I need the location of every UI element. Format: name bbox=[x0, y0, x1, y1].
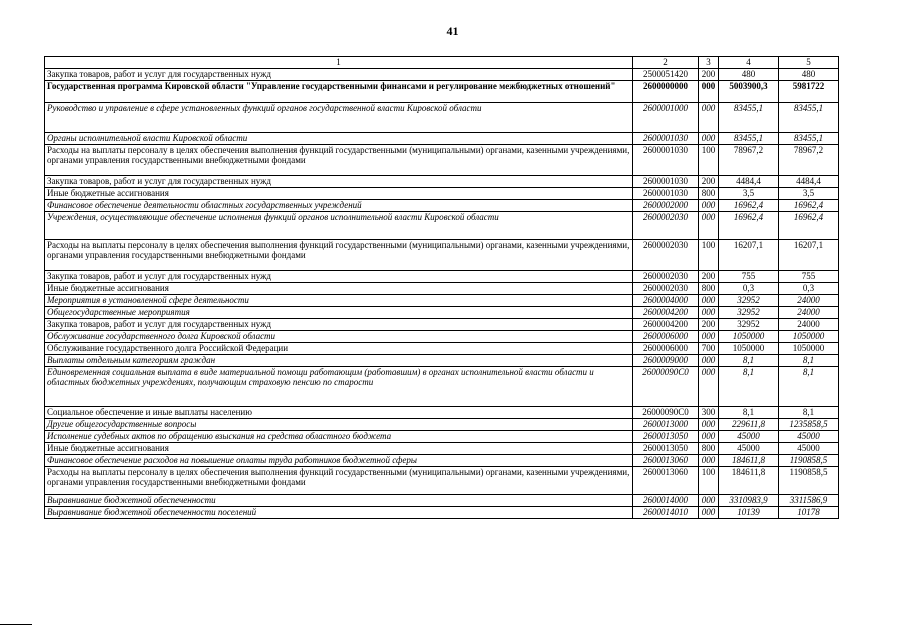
cell-name: Мероприятия в установленной сфере деятельности bbox=[45, 295, 633, 307]
cell-v4: 16962,4 bbox=[719, 212, 779, 240]
cell-v4: 1050000 bbox=[719, 331, 779, 343]
cell-v5: 1050000 bbox=[779, 343, 839, 355]
cell-code: 2600001030 bbox=[633, 145, 699, 176]
cell-v4: 184611,8 bbox=[719, 455, 779, 467]
cell-code: 2600004000 bbox=[633, 295, 699, 307]
cell-code: 2600013060 bbox=[633, 467, 699, 495]
cell-code: 2600013060 bbox=[633, 455, 699, 467]
cell-vr: 000 bbox=[699, 367, 719, 407]
column-header: 5 bbox=[779, 57, 839, 69]
cell-code: 2600014000 bbox=[633, 495, 699, 507]
cell-name: Выплаты отдельным категориям граждан bbox=[45, 355, 633, 367]
cell-code: 26000090С0 bbox=[633, 407, 699, 419]
cell-v5: 8,1 bbox=[779, 355, 839, 367]
cell-code: 2600009000 bbox=[633, 355, 699, 367]
cell-code: 2600014010 bbox=[633, 507, 699, 519]
cell-code: 2600004200 bbox=[633, 319, 699, 331]
cell-v4: 5003900,3 bbox=[719, 81, 779, 103]
table-row bbox=[45, 271, 839, 283]
cell-v4: 3310983,9 bbox=[719, 495, 779, 507]
cell-v5: 16207,1 bbox=[779, 240, 839, 271]
cell-v5: 4484,4 bbox=[779, 176, 839, 188]
cell-v5: 83455,1 bbox=[779, 103, 839, 133]
table-header-row bbox=[45, 57, 839, 69]
cell-vr: 000 bbox=[699, 212, 719, 240]
cell-v5: 45000 bbox=[779, 443, 839, 455]
cell-v5: 78967,2 bbox=[779, 145, 839, 176]
table-row bbox=[45, 319, 839, 331]
cell-vr: 100 bbox=[699, 145, 719, 176]
cell-name: Расходы на выплаты персоналу в целях обеспечения выполнения функций государственными (муниципальными) органами, казенными учреждениями, органами управления государственными внебюджетными фондами bbox=[45, 467, 633, 495]
cell-vr: 700 bbox=[699, 343, 719, 355]
cell-vr: 000 bbox=[699, 133, 719, 145]
cell-v4: 45000 bbox=[719, 443, 779, 455]
table-row bbox=[45, 467, 839, 495]
cell-vr: 000 bbox=[699, 455, 719, 467]
cell-code: 2600013000 bbox=[633, 419, 699, 431]
cell-name: Расходы на выплаты персоналу в целях обеспечения выполнения функций государственными (муниципальными) органами, казенными учреждениями, органами управления государственными внебюджетными фондами bbox=[45, 145, 633, 176]
cell-vr: 000 bbox=[699, 295, 719, 307]
cell-name: Органы исполнительной власти Кировской области bbox=[45, 133, 633, 145]
cell-v4: 32952 bbox=[719, 295, 779, 307]
cell-vr: 300 bbox=[699, 407, 719, 419]
cell-v4: 8,1 bbox=[719, 355, 779, 367]
cell-v5: 5981722 bbox=[779, 81, 839, 103]
cell-name: Финансовое обеспечение расходов на повышение оплаты труда работников бюджетной сферы bbox=[45, 455, 633, 467]
table-row bbox=[45, 495, 839, 507]
cell-name: Государственная программа Кировской области "Управление государственными финансами и регулирование межбюджетных отношений" bbox=[45, 81, 633, 103]
cell-v5: 16962,4 bbox=[779, 212, 839, 240]
cell-v4: 32952 bbox=[719, 307, 779, 319]
page-number: 41 bbox=[446, 24, 459, 38]
table-row bbox=[45, 355, 839, 367]
cell-vr: 100 bbox=[699, 240, 719, 271]
cell-v4: 229611,8 bbox=[719, 419, 779, 431]
cell-code: 2600006000 bbox=[633, 343, 699, 355]
cell-v4: 16962,4 bbox=[719, 200, 779, 212]
cell-v4: 16207,1 bbox=[719, 240, 779, 271]
table-row bbox=[45, 188, 839, 200]
cell-v4: 10139 bbox=[719, 507, 779, 519]
cell-vr: 000 bbox=[699, 419, 719, 431]
cell-code: 2600002000 bbox=[633, 200, 699, 212]
column-header: 1 bbox=[45, 57, 633, 69]
cell-v4: 83455,1 bbox=[719, 103, 779, 133]
cell-v4: 755 bbox=[719, 271, 779, 283]
cell-code: 2600001000 bbox=[633, 103, 699, 133]
cell-vr: 000 bbox=[699, 331, 719, 343]
table-row bbox=[45, 283, 839, 295]
budget-table bbox=[44, 56, 839, 519]
cell-v4: 45000 bbox=[719, 431, 779, 443]
cell-v4: 8,1 bbox=[719, 407, 779, 419]
cell-v5: 8,1 bbox=[779, 407, 839, 419]
cell-v4: 0,3 bbox=[719, 283, 779, 295]
cell-code: 2600002030 bbox=[633, 271, 699, 283]
cell-name: Исполнение судебных актов по обращению взыскания на средства областного бюджета bbox=[45, 431, 633, 443]
cell-v5: 1190858,5 bbox=[779, 467, 839, 495]
cell-name: Социальное обеспечение и иные выплаты населению bbox=[45, 407, 633, 419]
cell-vr: 800 bbox=[699, 443, 719, 455]
cell-code: 2600013050 bbox=[633, 443, 699, 455]
table-row bbox=[45, 455, 839, 467]
cell-name: Иные бюджетные ассигнования bbox=[45, 443, 633, 455]
cell-vr: 000 bbox=[699, 355, 719, 367]
cell-name: Закупка товаров, работ и услуг для государственных нужд bbox=[45, 319, 633, 331]
cell-vr: 200 bbox=[699, 69, 719, 81]
cell-v5: 45000 bbox=[779, 431, 839, 443]
cell-v5: 3,5 bbox=[779, 188, 839, 200]
cell-v5: 24000 bbox=[779, 319, 839, 331]
table-body bbox=[45, 69, 839, 519]
cell-v5: 10178 bbox=[779, 507, 839, 519]
table-row bbox=[45, 507, 839, 519]
cell-code: 2600002030 bbox=[633, 240, 699, 271]
column-header: 3 bbox=[699, 57, 719, 69]
cell-vr: 000 bbox=[699, 431, 719, 443]
cell-v5: 755 bbox=[779, 271, 839, 283]
table-row bbox=[45, 431, 839, 443]
cell-name: Расходы на выплаты персоналу в целях обеспечения выполнения функций государственными (муниципальными) органами, казенными учреждениями, органами управления государственными внебюджетными фондами bbox=[45, 240, 633, 271]
cell-name: Выравнивание бюджетной обеспеченности bbox=[45, 495, 633, 507]
column-header: 4 bbox=[719, 57, 779, 69]
cell-v5: 1190858,5 bbox=[779, 455, 839, 467]
cell-code: 2600006000 bbox=[633, 331, 699, 343]
cell-v4: 8,1 bbox=[719, 367, 779, 407]
footnote-divider bbox=[0, 624, 32, 625]
cell-name: Общегосударственные мероприятия bbox=[45, 307, 633, 319]
cell-name: Выравнивание бюджетной обеспеченности поселений bbox=[45, 507, 633, 519]
cell-name: Учреждения, осуществляющие обеспечение исполнения функций органов исполнительной власти Кировской области bbox=[45, 212, 633, 240]
cell-code: 2600001030 bbox=[633, 188, 699, 200]
cell-name: Закупка товаров, работ и услуг для государственных нужд bbox=[45, 271, 633, 283]
table-row bbox=[45, 307, 839, 319]
cell-name: Единовременная социальная выплата в виде материальной помощи работающим (работавшим) в органах исполнительной власти области и областных бюджетных учреждениях, получающим страховую пенсию по старости bbox=[45, 367, 633, 407]
cell-v4: 78967,2 bbox=[719, 145, 779, 176]
table-row bbox=[45, 69, 839, 81]
cell-v4: 32952 bbox=[719, 319, 779, 331]
table-row bbox=[45, 443, 839, 455]
table-row bbox=[45, 176, 839, 188]
cell-name: Финансовое обеспечение деятельности областных государственных учреждений bbox=[45, 200, 633, 212]
cell-v5: 24000 bbox=[779, 295, 839, 307]
cell-v5: 0,3 bbox=[779, 283, 839, 295]
cell-code: 2600001030 bbox=[633, 133, 699, 145]
cell-v4: 184611,8 bbox=[719, 467, 779, 495]
cell-code: 2600013050 bbox=[633, 431, 699, 443]
cell-name: Закупка товаров, работ и услуг для государственных нужд bbox=[45, 69, 633, 81]
table-row bbox=[45, 145, 839, 176]
cell-code: 2600001030 bbox=[633, 176, 699, 188]
cell-v4: 83455,1 bbox=[719, 133, 779, 145]
cell-code: 2600000000 bbox=[633, 81, 699, 103]
column-header: 2 bbox=[633, 57, 699, 69]
table-row bbox=[45, 331, 839, 343]
cell-name: Иные бюджетные ассигнования bbox=[45, 283, 633, 295]
cell-v4: 480 bbox=[719, 69, 779, 81]
cell-name: Обслуживание государственного долга Кировской области bbox=[45, 331, 633, 343]
cell-vr: 200 bbox=[699, 319, 719, 331]
table-row bbox=[45, 81, 839, 103]
table-row bbox=[45, 212, 839, 240]
table-row bbox=[45, 200, 839, 212]
cell-vr: 000 bbox=[699, 495, 719, 507]
cell-name: Закупка товаров, работ и услуг для государственных нужд bbox=[45, 176, 633, 188]
cell-name: Иные бюджетные ассигнования bbox=[45, 188, 633, 200]
cell-v5: 83455,1 bbox=[779, 133, 839, 145]
cell-vr: 800 bbox=[699, 188, 719, 200]
cell-vr: 000 bbox=[699, 200, 719, 212]
cell-v4: 4484,4 bbox=[719, 176, 779, 188]
cell-v5: 3311586,9 bbox=[779, 495, 839, 507]
cell-code: 2600002030 bbox=[633, 212, 699, 240]
cell-vr: 000 bbox=[699, 307, 719, 319]
cell-vr: 000 bbox=[699, 507, 719, 519]
cell-name: Руководство и управление в сфере установленных функций органов государственной власти Кировской области bbox=[45, 103, 633, 133]
cell-v5: 1235858,5 bbox=[779, 419, 839, 431]
cell-v5: 16962,4 bbox=[779, 200, 839, 212]
cell-vr: 200 bbox=[699, 271, 719, 283]
cell-v4: 1050000 bbox=[719, 343, 779, 355]
cell-vr: 200 bbox=[699, 176, 719, 188]
table-row bbox=[45, 343, 839, 355]
cell-v4: 3,5 bbox=[719, 188, 779, 200]
cell-v5: 1050000 bbox=[779, 331, 839, 343]
cell-v5: 8,1 bbox=[779, 367, 839, 407]
cell-code: 2600004200 bbox=[633, 307, 699, 319]
cell-vr: 000 bbox=[699, 103, 719, 133]
cell-code: 2600002030 bbox=[633, 283, 699, 295]
cell-name: Другие общегосударственные вопросы bbox=[45, 419, 633, 431]
table-row bbox=[45, 133, 839, 145]
table-row bbox=[45, 367, 839, 407]
cell-code: 26000090С0 bbox=[633, 367, 699, 407]
table-row bbox=[45, 103, 839, 133]
cell-v5: 480 bbox=[779, 69, 839, 81]
cell-vr: 000 bbox=[699, 81, 719, 103]
table-row bbox=[45, 407, 839, 419]
cell-vr: 800 bbox=[699, 283, 719, 295]
cell-v5: 24000 bbox=[779, 307, 839, 319]
table-row bbox=[45, 419, 839, 431]
table-row bbox=[45, 240, 839, 271]
cell-code: 2500051420 bbox=[633, 69, 699, 81]
cell-vr: 100 bbox=[699, 467, 719, 495]
table-row bbox=[45, 295, 839, 307]
cell-name: Обслуживание государственного долга Российской Федерации bbox=[45, 343, 633, 355]
